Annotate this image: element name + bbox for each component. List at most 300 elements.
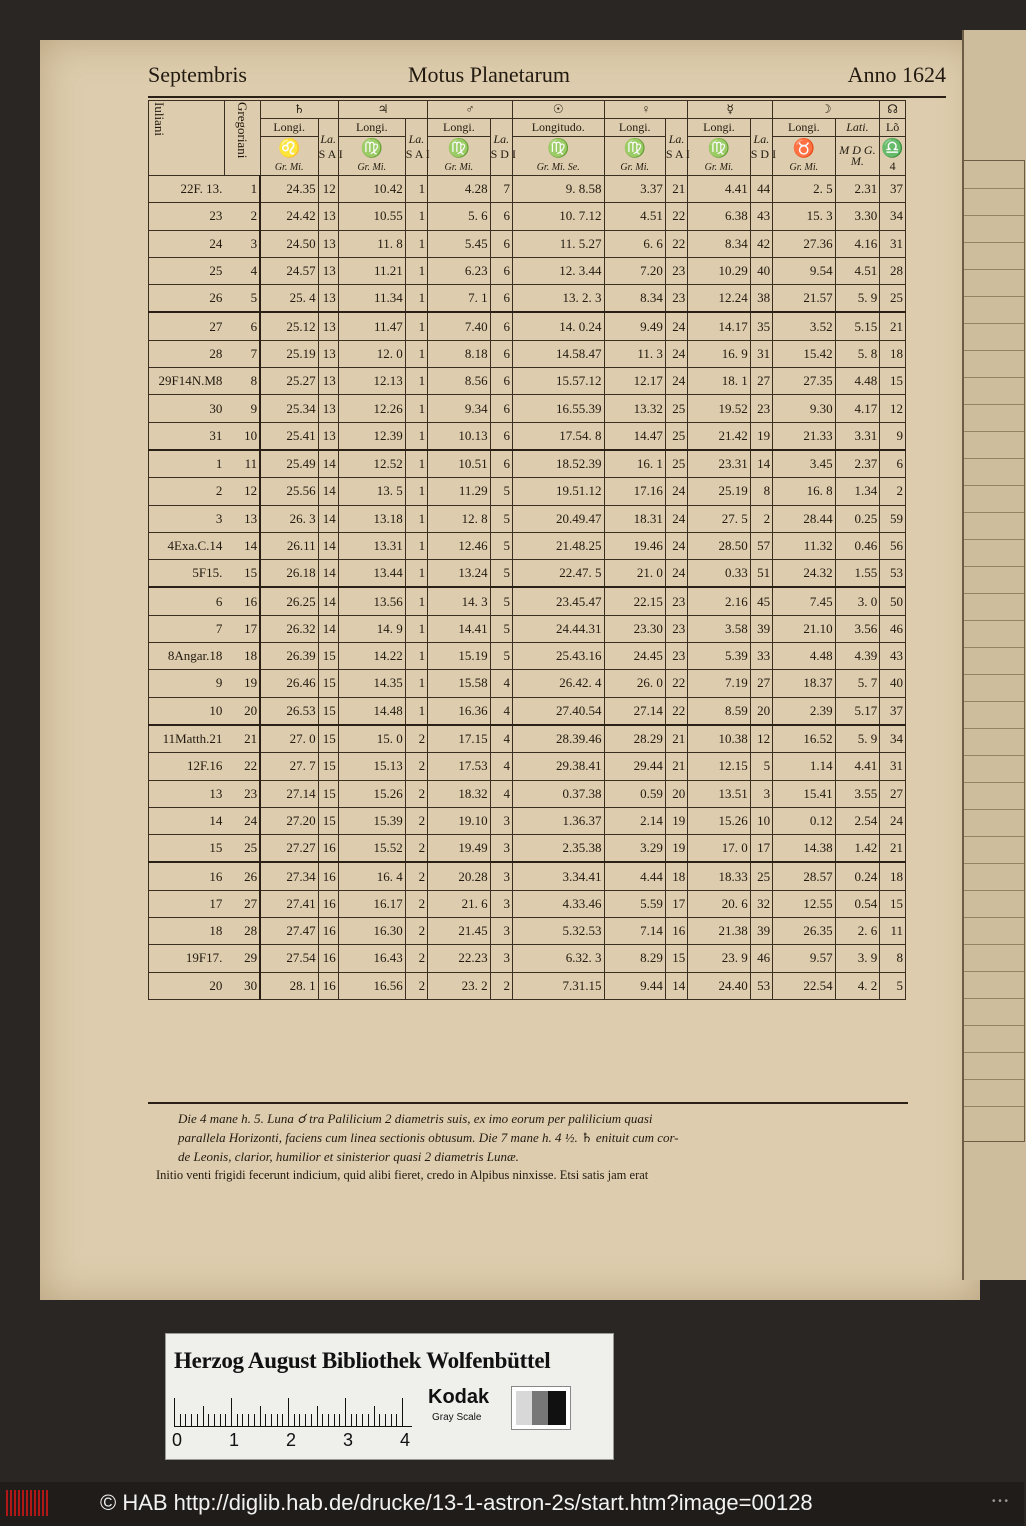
table-cell: 24.44.31 <box>512 615 604 642</box>
table-cell: 0.46 <box>835 532 880 559</box>
table-cell: 11. 3 <box>604 340 665 367</box>
table-cell: 4 <box>490 725 512 753</box>
table-cell: 5. 8 <box>835 340 880 367</box>
table-cell: 17.53 <box>428 753 491 780</box>
table-cell: 6 <box>490 368 512 395</box>
facing-row-line <box>964 485 1024 486</box>
table-cell: 8Angar.18 <box>149 643 225 670</box>
table-cell: 0.25 <box>835 505 880 532</box>
table-cell: 1 <box>405 285 427 313</box>
table-cell: 1.55 <box>835 560 880 588</box>
table-cell: 24 <box>665 312 687 340</box>
table-cell: 0.54 <box>835 890 880 917</box>
table-cell: 4.17 <box>835 395 880 422</box>
table-cell: 14 <box>665 972 687 999</box>
table-row <box>149 643 906 670</box>
table-cell: 13 <box>318 422 338 450</box>
header-month: Septembris <box>148 62 247 87</box>
table-row <box>149 422 906 450</box>
ruler-tick <box>180 1414 181 1426</box>
facing-row-line <box>964 701 1024 702</box>
table-cell: 11.32 <box>773 532 836 559</box>
table-cell: 14 <box>750 450 772 478</box>
table-cell: 11.21 <box>338 257 405 284</box>
mercury-sign: ♍ Gr. Mi. <box>688 137 751 176</box>
moon-lat-units: M D G. M. <box>835 137 880 176</box>
table-cell: 1.34 <box>835 478 880 505</box>
table-cell: 6 <box>490 230 512 257</box>
ruler-tick <box>299 1414 300 1426</box>
table-cell: 18 <box>880 340 906 367</box>
table-cell: 23.30 <box>604 615 665 642</box>
ruler-tick <box>305 1414 306 1426</box>
scale-ruler <box>174 1394 412 1427</box>
table-cell: 13.18 <box>338 505 405 532</box>
mars-icon: ♂ <box>428 101 513 119</box>
table-cell: 16.30 <box>338 918 405 945</box>
moon-sign: ♉ Gr. Mi. <box>773 137 836 176</box>
table-cell: 1 <box>224 176 260 203</box>
table-cell: 4 <box>224 257 260 284</box>
ruler-tick <box>339 1414 340 1426</box>
table-cell: 37 <box>880 697 906 725</box>
table-cell: 28.50 <box>688 532 751 559</box>
header-longi: Longi. <box>773 119 836 137</box>
table-cell: 14 <box>318 505 338 532</box>
table-cell: 1 <box>405 505 427 532</box>
mercury-icon: ☿ <box>688 101 773 119</box>
table-cell: 21 <box>880 835 906 863</box>
table-cell: 2.37 <box>835 450 880 478</box>
table-cell: 15.19 <box>428 643 491 670</box>
table-cell: 2 <box>224 203 260 230</box>
table-cell: 2 <box>405 835 427 863</box>
table-cell: 15.58 <box>428 670 491 697</box>
table-cell: 2.31 <box>835 176 880 203</box>
table-cell: 23 <box>665 285 687 313</box>
ruler-tick <box>345 1398 346 1426</box>
table-cell: 12.24 <box>688 285 751 313</box>
table-cell: 28. 1 <box>260 972 318 999</box>
table-cell: 6 <box>490 340 512 367</box>
table-cell: 27.20 <box>260 807 318 834</box>
table-cell: 23 <box>750 395 772 422</box>
table-cell: 29.44 <box>604 753 665 780</box>
table-row <box>149 918 906 945</box>
header-la: La. S A I <box>405 119 427 176</box>
table-cell: 2.14 <box>604 807 665 834</box>
table-cell: 10.55 <box>338 203 405 230</box>
table-cell: 40 <box>750 257 772 284</box>
kodak-logo: Kodak <box>428 1386 490 1408</box>
table-cell: 7. 1 <box>428 285 491 313</box>
table-cell: 7.40 <box>428 312 491 340</box>
table-cell: 3.52 <box>773 312 836 340</box>
table-cell: 33 <box>750 643 772 670</box>
table-cell: 19 <box>224 670 260 697</box>
table-cell: 2 <box>405 918 427 945</box>
table-cell: 24 <box>665 532 687 559</box>
table-cell: 5 <box>490 643 512 670</box>
facing-row-line <box>964 404 1024 405</box>
table-cell: 2.35.38 <box>512 835 604 863</box>
table-cell: 10.42 <box>338 176 405 203</box>
table-cell: 1 <box>149 450 225 478</box>
table-cell: 22F. 13. <box>149 176 225 203</box>
ruler-tick <box>191 1414 192 1426</box>
note-line: de Leonis, clarior, humilior et sinisterior quasi 2 diametris Lunæ. <box>178 1149 519 1164</box>
table-cell: 26.18 <box>260 560 318 588</box>
table-cell: 53 <box>880 560 906 588</box>
table-cell: 16.43 <box>338 945 405 972</box>
table-cell: 46 <box>880 615 906 642</box>
table-cell: 21 <box>665 176 687 203</box>
table-cell: 7 <box>490 176 512 203</box>
table-cell: 27. 5 <box>688 505 751 532</box>
table-cell: 3 <box>490 918 512 945</box>
table-cell: 0.24 <box>835 862 880 890</box>
table-cell: 5 <box>490 478 512 505</box>
table-cell: 4Exa.C.14 <box>149 532 225 559</box>
table-cell: 1 <box>405 643 427 670</box>
table-cell: 1.42 <box>835 835 880 863</box>
table-cell: 15 <box>880 368 906 395</box>
table-cell: 27.40.54 <box>512 697 604 725</box>
menu-dots-icon[interactable]: • • • <box>991 1496 1008 1507</box>
table-cell: 25 <box>665 395 687 422</box>
table-cell: 1 <box>405 670 427 697</box>
table-cell: 4 <box>490 670 512 697</box>
table-cell: 6.23 <box>428 257 491 284</box>
table-cell: 13.32 <box>604 395 665 422</box>
table-cell: 2 <box>750 505 772 532</box>
table-cell: 15.42 <box>773 340 836 367</box>
table-cell: 12.17 <box>604 368 665 395</box>
facing-row-line <box>964 863 1024 864</box>
facing-row-line <box>964 620 1024 621</box>
table-row <box>149 862 906 890</box>
gray-patch <box>511 1386 571 1430</box>
table-cell: 6 <box>490 422 512 450</box>
facing-row-line <box>964 296 1024 297</box>
table-cell: 1.36.37 <box>512 807 604 834</box>
table-cell: 7.14 <box>604 918 665 945</box>
table-cell: 4.16 <box>835 230 880 257</box>
table-cell: 25.34 <box>260 395 318 422</box>
ruler-tick <box>254 1414 255 1426</box>
table-cell: 27.41 <box>260 890 318 917</box>
table-cell: 21.33 <box>773 422 836 450</box>
facing-page-edge <box>962 30 1026 1280</box>
facing-row-line <box>964 836 1024 837</box>
ruler-number: 2 <box>286 1430 297 1450</box>
facing-row-line <box>964 431 1024 432</box>
table-cell: 22 <box>224 753 260 780</box>
table-row <box>149 753 906 780</box>
table-cell: 25 <box>665 422 687 450</box>
table-cell: 25 <box>149 257 225 284</box>
table-cell: 2 <box>405 945 427 972</box>
table-cell: 9.34 <box>428 395 491 422</box>
table-cell: 13 <box>318 230 338 257</box>
table-cell: 24.32 <box>773 560 836 588</box>
table-cell: 12 <box>318 176 338 203</box>
table-cell: 13 <box>224 505 260 532</box>
table-cell: 12. 8 <box>428 505 491 532</box>
table-cell: 18. 1 <box>688 368 751 395</box>
table-cell: 1 <box>405 615 427 642</box>
table-cell: 21. 6 <box>428 890 491 917</box>
table-cell: 3.37 <box>604 176 665 203</box>
table-cell: 7.45 <box>773 587 836 615</box>
header-la: La. S D I <box>750 119 772 176</box>
table-cell: 26.42. 4 <box>512 670 604 697</box>
table-cell: 57 <box>750 532 772 559</box>
table-row <box>149 615 906 642</box>
table-cell: 32 <box>750 890 772 917</box>
table-cell: 19.52 <box>688 395 751 422</box>
table-cell: 15 <box>665 945 687 972</box>
table-cell: 0.59 <box>604 780 665 807</box>
table-cell: 5 <box>490 587 512 615</box>
table-cell: 21.38 <box>688 918 751 945</box>
table-cell: 22 <box>665 203 687 230</box>
table-cell: 8.34 <box>604 285 665 313</box>
table-cell: 14.47 <box>604 422 665 450</box>
table-cell: 5 <box>490 505 512 532</box>
header-longi: Longi. <box>428 119 491 137</box>
note-line: Die 4 mane h. 5. Luna ☌ tra Palilicium 2 diametris suis, ex imo eorum per palilicium quasi <box>178 1111 653 1126</box>
facing-row-line <box>964 809 1024 810</box>
table-cell: 19.10 <box>428 807 491 834</box>
table-cell: 27.54 <box>260 945 318 972</box>
node-sign: ♎ 4 <box>880 137 906 176</box>
table-cell: 25.41 <box>260 422 318 450</box>
table-cell: 18.52.39 <box>512 450 604 478</box>
table-cell: 22.47. 5 <box>512 560 604 588</box>
table-cell: 3.29 <box>604 835 665 863</box>
table-cell: 18.31 <box>604 505 665 532</box>
facing-row-line <box>964 242 1024 243</box>
table-cell: 8.34 <box>688 230 751 257</box>
table-cell: 39 <box>750 918 772 945</box>
table-row <box>149 697 906 725</box>
header-longitudo: Longitudo. <box>512 119 604 137</box>
sun-sign: ♍ Gr. Mi. Se. <box>512 137 604 176</box>
table-cell: 5.17 <box>835 697 880 725</box>
table-cell: 26.46 <box>260 670 318 697</box>
table-cell: 16 <box>665 918 687 945</box>
table-row <box>149 890 906 917</box>
header-longi: Longi. <box>338 119 405 137</box>
table-cell: 4. 2 <box>835 972 880 999</box>
facing-row-line <box>964 1079 1024 1080</box>
table-row <box>149 670 906 697</box>
table-cell: 43 <box>880 643 906 670</box>
table-cell: 29.38.41 <box>512 753 604 780</box>
table-cell: 16.56 <box>338 972 405 999</box>
table-cell: 28.39.46 <box>512 725 604 753</box>
table-cell: 5. 9 <box>835 285 880 313</box>
table-cell: 1 <box>405 532 427 559</box>
table-cell: 11 <box>224 450 260 478</box>
table-cell: 15. 0 <box>338 725 405 753</box>
table-cell: 3. 0 <box>835 587 880 615</box>
table-cell: 20. 6 <box>688 890 751 917</box>
table-cell: 19 <box>750 422 772 450</box>
table-cell: 25.27 <box>260 368 318 395</box>
table-cell: 1 <box>405 587 427 615</box>
header-lati: Lati. <box>835 119 880 137</box>
saturn-icon: ♄ <box>260 101 338 119</box>
table-cell: 26 <box>224 862 260 890</box>
facing-row-line <box>964 917 1024 918</box>
header-longi: Longi. <box>604 119 665 137</box>
table-cell: 27.14 <box>604 697 665 725</box>
facing-row-line <box>964 512 1024 513</box>
table-cell: 5.45 <box>428 230 491 257</box>
table-cell: 21.57 <box>773 285 836 313</box>
ruler-number: 1 <box>229 1430 240 1450</box>
table-cell: 25 <box>665 450 687 478</box>
table-cell: 1 <box>405 478 427 505</box>
table-cell: 3.56 <box>835 615 880 642</box>
note-line: Initio venti frigidi fecerunt indicium, quid alibi fieret, credo in Alpibus ninxisse. Etsi satis jam erat <box>156 1168 649 1182</box>
table-cell: 8.18 <box>428 340 491 367</box>
table-cell: 20 <box>149 972 225 999</box>
facing-row-line <box>964 458 1024 459</box>
table-cell: 3.58 <box>688 615 751 642</box>
table-cell: 5.32.53 <box>512 918 604 945</box>
header-longi: Longi. <box>260 119 318 137</box>
table-cell: 23.45.47 <box>512 587 604 615</box>
table-cell: 5. 6 <box>428 203 491 230</box>
table-cell: 27.36 <box>773 230 836 257</box>
table-cell: 3 <box>490 807 512 834</box>
facing-row-line <box>964 755 1024 756</box>
table-cell: 16 <box>318 890 338 917</box>
table-cell: 14 <box>224 532 260 559</box>
table-cell: 42 <box>750 230 772 257</box>
table-cell: 27 <box>224 890 260 917</box>
table-cell: 24 <box>880 807 906 834</box>
table-cell: 13. 5 <box>338 478 405 505</box>
table-cell: 9.30 <box>773 395 836 422</box>
table-cell: 5F15. <box>149 560 225 588</box>
table-cell: 19 <box>665 835 687 863</box>
table-cell: 30 <box>224 972 260 999</box>
facing-row-line <box>964 647 1024 648</box>
ruler-tick <box>208 1414 209 1426</box>
table-cell: 5. 7 <box>835 670 880 697</box>
ephemeris-table <box>148 100 906 1000</box>
table-cell: 1 <box>405 230 427 257</box>
table-cell: 6 <box>490 285 512 313</box>
sun-icon: ☉ <box>512 101 604 119</box>
table-cell: 12.46 <box>428 532 491 559</box>
table-cell: 24 <box>665 340 687 367</box>
table-cell: 14 <box>318 450 338 478</box>
table-cell: 12 <box>750 725 772 753</box>
table-cell: 15.13 <box>338 753 405 780</box>
table-cell: 25.19 <box>688 478 751 505</box>
table-cell: 24 <box>224 807 260 834</box>
table-cell: 10.29 <box>688 257 751 284</box>
table-cell: 12.26 <box>338 395 405 422</box>
ruler-tick <box>328 1414 329 1426</box>
facing-page-table <box>964 160 1025 1142</box>
table-cell: 23 <box>665 257 687 284</box>
ruler-tick <box>385 1414 386 1426</box>
facing-row-line <box>964 971 1024 972</box>
table-cell: 13.51 <box>688 780 751 807</box>
table-cell: 16. 1 <box>604 450 665 478</box>
table-cell: 8 <box>750 478 772 505</box>
header-longi: Longi. <box>688 119 751 137</box>
table-cell: 15 <box>149 835 225 863</box>
table-cell: 4 <box>490 753 512 780</box>
table-cell: 28 <box>880 257 906 284</box>
table-cell: 24.50 <box>260 230 318 257</box>
table-cell: 2.54 <box>835 807 880 834</box>
table-cell: 13 <box>318 203 338 230</box>
table-cell: 16 <box>149 862 225 890</box>
table-cell: 1 <box>405 697 427 725</box>
table-cell: 14. 9 <box>338 615 405 642</box>
table-cell: 8.29 <box>604 945 665 972</box>
table-cell: 25.56 <box>260 478 318 505</box>
table-cell: 3 <box>490 835 512 863</box>
table-cell: 4 <box>490 697 512 725</box>
table-cell: 26. 3 <box>260 505 318 532</box>
jupiter-icon: ♃ <box>338 101 427 119</box>
ruler-tick <box>231 1398 232 1426</box>
ruler-tick <box>174 1398 175 1426</box>
table-cell: 11Matth.21 <box>149 725 225 753</box>
saturn-sign: ♌ Gr. Mi. <box>260 137 318 176</box>
table-cell: 19 <box>665 807 687 834</box>
table-cell: 28.44 <box>773 505 836 532</box>
table-cell: 26.53 <box>260 697 318 725</box>
table-cell: 4.48 <box>835 368 880 395</box>
table-cell: 15 <box>880 890 906 917</box>
table-cell: 29 <box>224 945 260 972</box>
table-row <box>149 587 906 615</box>
table-cell: 9 <box>880 422 906 450</box>
table-cell: 7.19 <box>688 670 751 697</box>
table-cell: 20.49.47 <box>512 505 604 532</box>
ruler-tick <box>214 1414 215 1426</box>
table-cell: 21 <box>880 312 906 340</box>
library-name: Herzog August Bibliothek Wolfenbüttel <box>174 1348 551 1373</box>
table-cell: 14 <box>149 807 225 834</box>
table-cell: 16. 4 <box>338 862 405 890</box>
table-cell: 59 <box>880 505 906 532</box>
table-cell: 44 <box>750 176 772 203</box>
table-cell: 16. 8 <box>773 478 836 505</box>
table-cell: 18 <box>665 862 687 890</box>
ruler-tick <box>185 1414 186 1426</box>
table-cell: 23 <box>665 615 687 642</box>
table-cell: 3 <box>490 945 512 972</box>
facing-row-line <box>964 350 1024 351</box>
table-cell: 11. 8 <box>338 230 405 257</box>
table-cell: 45 <box>750 587 772 615</box>
table-cell: 2 <box>149 478 225 505</box>
table-cell: 6. 6 <box>604 230 665 257</box>
table-cell: 2.39 <box>773 697 836 725</box>
table-cell: 3.34.41 <box>512 862 604 890</box>
